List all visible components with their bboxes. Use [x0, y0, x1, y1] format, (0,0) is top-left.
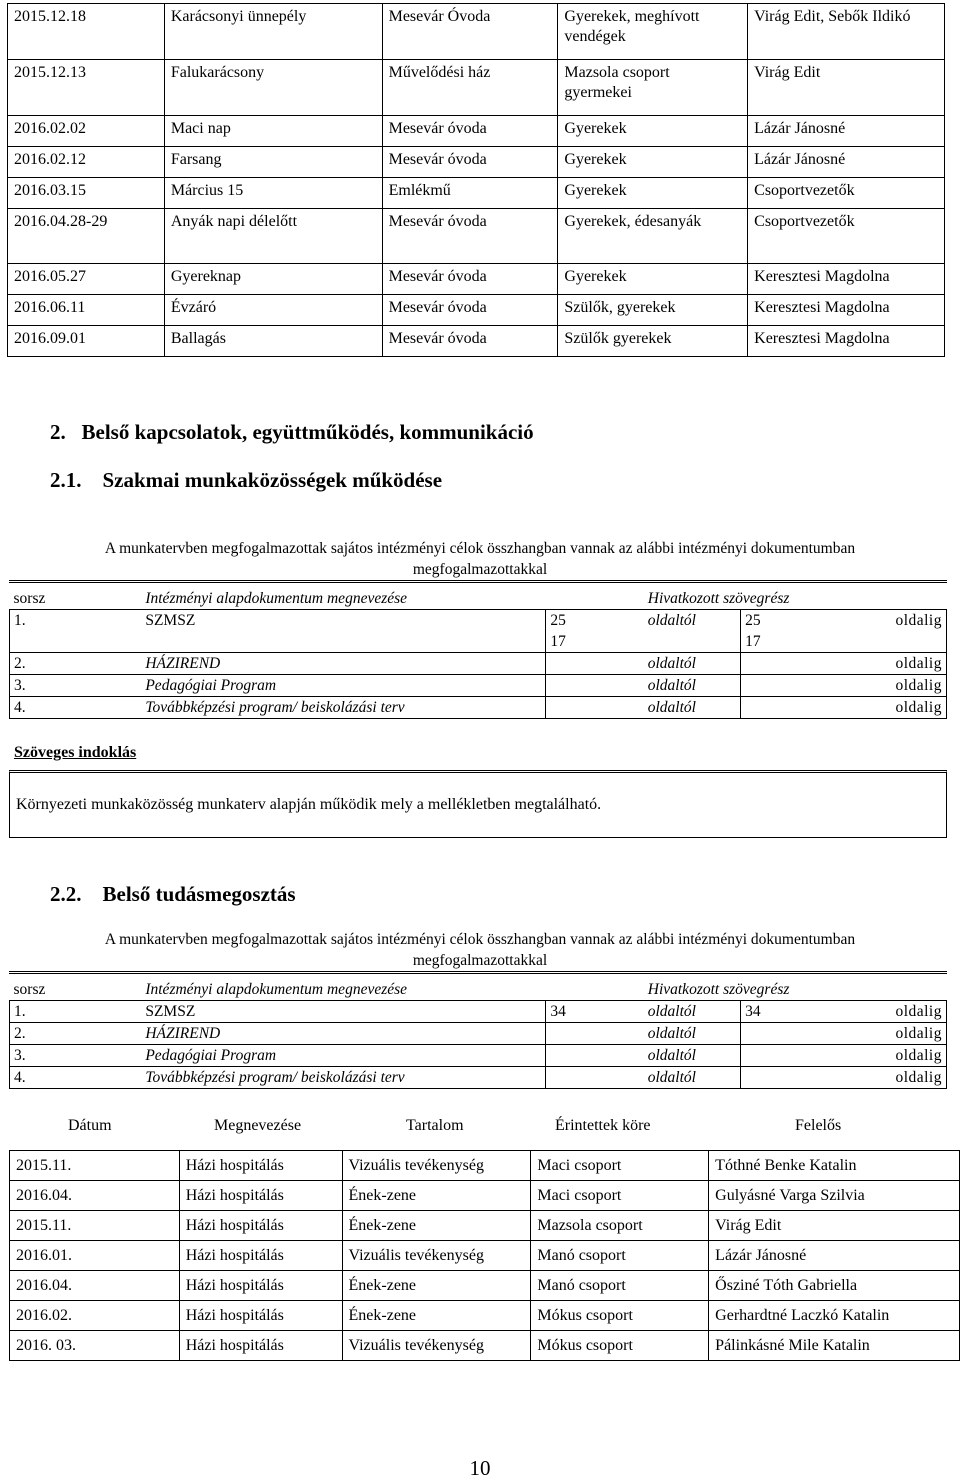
event-date: 2015.12.18	[8, 4, 165, 60]
label-oldaltol: oldaltól	[644, 1045, 741, 1067]
divider	[9, 971, 947, 974]
row-number: 4.	[10, 1067, 142, 1089]
table-row	[10, 697, 947, 719]
hosp-participants: Mazsola csoport	[531, 1211, 709, 1241]
hosp-name: Házi hospitálás	[179, 1241, 342, 1271]
col-header-reference: Hivatkozott szövegrész	[644, 979, 947, 1001]
label-oldalig: oldalig	[847, 1045, 947, 1067]
label-oldalig: oldalig	[847, 675, 947, 697]
hosp-name: Házi hospitálás	[179, 1211, 342, 1241]
event-date: 2016.05.27	[8, 264, 165, 295]
event-location: Mesevár óvoda	[382, 295, 558, 326]
hosp-responsible: Virág Edit	[709, 1211, 960, 1241]
event-location: Mesevár óvoda	[382, 147, 558, 178]
page-to-value: 25	[745, 612, 761, 629]
event-date: 2016.09.01	[8, 326, 165, 357]
table-row	[8, 326, 945, 357]
document-name: Továbbképzési program/ beiskolázási terv	[141, 1067, 546, 1089]
event-participants: Szülők gyerekek	[558, 326, 748, 357]
event-location: Mesevár óvoda	[382, 326, 558, 357]
reference-table-2	[9, 979, 947, 1089]
section-2-1-heading: 2.1. Szakmai munkaközösségek működése	[50, 468, 443, 492]
col-header-document: Intézményi alapdokumentum megnevezése	[141, 588, 546, 610]
page-to	[741, 610, 847, 653]
table-row	[8, 264, 945, 295]
event-responsible: Virág Edit	[748, 60, 945, 116]
event-participants: Gyerekek, meghívott vendégek	[558, 4, 748, 60]
table-row	[8, 60, 945, 116]
row-number: 2.	[10, 1023, 142, 1045]
hosp-content: Ének-zene	[342, 1181, 531, 1211]
hosp-name: Házi hospitálás	[179, 1151, 342, 1181]
label-oldaltol: oldaltól	[644, 1067, 741, 1089]
hosp-responsible: Pálinkásné Mile Katalin	[709, 1331, 960, 1361]
table-row	[10, 1241, 960, 1271]
event-participants: Gyerekek	[558, 178, 748, 209]
table-row	[10, 1023, 947, 1045]
event-responsible: Virág Edit, Sebők Ildikó	[748, 4, 945, 60]
hosp-content: Vizuális tevékenység	[342, 1241, 531, 1271]
event-name: Karácsonyi ünnepély	[164, 4, 382, 60]
table-row	[10, 1181, 960, 1211]
table-row	[10, 675, 947, 697]
spacer	[546, 588, 644, 610]
event-date: 2016.03.15	[8, 178, 165, 209]
hosp-date: 2015.11.	[10, 1211, 180, 1241]
event-location: Művelődési ház	[382, 60, 558, 116]
hosp-responsible: Gerhardtné Laczkó Katalin	[709, 1301, 960, 1331]
event-location: Mesevár óvoda	[382, 264, 558, 295]
label-oldaltol: oldaltól	[644, 1001, 741, 1023]
hosp-participants: Manó csoport	[531, 1241, 709, 1271]
event-name: Március 15	[164, 178, 382, 209]
justification-text: Környezeti munkaközösség munkaterv alapján működik mely a mellékletben megtalálható.	[16, 796, 602, 813]
col-header-reference: Hivatkozott szövegrész	[644, 588, 947, 610]
event-participants: Szülők, gyerekek	[558, 295, 748, 326]
table-row	[10, 1271, 960, 1301]
hosp-content: Ének-zene	[342, 1271, 531, 1301]
hosp-date: 2016.04.	[10, 1271, 180, 1301]
document-name: SZMSZ	[141, 610, 546, 653]
label-oldalig: oldalig	[847, 1001, 947, 1023]
page-from	[546, 1067, 644, 1089]
event-responsible: Lázár Jánosné	[748, 147, 945, 178]
label-oldaltol: oldaltól	[644, 653, 741, 675]
intro-text-1: A munkatervben megfogalmazottak sajátos intézményi célok összhangban vannak az alábbi intézményi dokumentumban megfogalmazottakkal	[104, 540, 856, 578]
label-oldalig: oldalig	[847, 1023, 947, 1045]
section-2-2-heading: 2.2. Belső tudásmegosztás	[50, 882, 296, 906]
event-name: Maci nap	[164, 116, 382, 147]
label-oldaltol: oldaltól	[644, 610, 741, 653]
document-name: Továbbképzési program/ beiskolázási terv	[141, 697, 546, 719]
event-location: Emlékmű	[382, 178, 558, 209]
table-row	[10, 1045, 947, 1067]
hosp-date: 2015.11.	[10, 1151, 180, 1181]
event-responsible: Csoportvezetők	[748, 178, 945, 209]
table-row	[8, 147, 945, 178]
event-responsible: Csoportvezetők	[748, 209, 945, 264]
event-participants: Gyerekek	[558, 116, 748, 147]
hosp-name: Házi hospitálás	[179, 1181, 342, 1211]
event-responsible: Keresztesi Magdolna	[748, 264, 945, 295]
page-from	[546, 653, 644, 675]
page-from: 34	[546, 1001, 644, 1023]
reference-table-1	[9, 588, 947, 719]
table-header-row	[10, 979, 947, 1001]
event-date: 2015.12.13	[8, 60, 165, 116]
col-header-name: Megnevezése	[214, 1117, 302, 1134]
page-to-value-2: 17	[745, 633, 761, 650]
table-row	[10, 1211, 960, 1241]
page-to	[741, 1045, 847, 1067]
row-number: 1.	[10, 1001, 142, 1023]
page-to	[741, 1067, 847, 1089]
document-name: SZMSZ	[141, 1001, 546, 1023]
hosp-date: 2016. 03.	[10, 1331, 180, 1361]
col-header-sorsz: sorsz	[10, 979, 142, 1001]
row-number: 2.	[10, 653, 142, 675]
divider	[9, 580, 947, 583]
table-row	[10, 1001, 947, 1023]
page-to	[741, 697, 847, 719]
justification-label: Szöveges indoklás	[14, 744, 137, 761]
event-name: Évzáró	[164, 295, 382, 326]
page-number: 10	[469, 1456, 491, 1480]
hosp-date: 2016.04.	[10, 1181, 180, 1211]
hosp-responsible: Tóthné Benke Katalin	[709, 1151, 960, 1181]
event-responsible: Keresztesi Magdolna	[748, 295, 945, 326]
page-from	[546, 675, 644, 697]
hosp-participants: Mókus csoport	[531, 1301, 709, 1331]
page-to	[741, 653, 847, 675]
label-oldalig: oldalig	[847, 653, 947, 675]
event-participants: Gyerekek, édesanyák	[558, 209, 748, 264]
label-oldalig: oldalig	[847, 1067, 947, 1089]
table-row	[10, 1301, 960, 1331]
table-row	[10, 610, 947, 653]
row-number: 3.	[10, 1045, 142, 1067]
hosp-responsible: Lázár Jánosné	[709, 1241, 960, 1271]
hosp-responsible: Ősziné Tóth Gabriella	[709, 1271, 960, 1301]
section-2-heading: 2. Belső kapcsolatok, együttműködés, kommunikáció	[50, 420, 534, 444]
hosp-name: Házi hospitálás	[179, 1331, 342, 1361]
table-row	[8, 209, 945, 264]
page-to: 34	[741, 1001, 847, 1023]
document-name: HÁZIREND	[141, 653, 546, 675]
event-name: Falukarácsony	[164, 60, 382, 116]
hosp-participants: Maci csoport	[531, 1151, 709, 1181]
hosp-name: Házi hospitálás	[179, 1271, 342, 1301]
label-oldalig: oldalig	[847, 610, 947, 653]
hosp-participants: Mókus csoport	[531, 1331, 709, 1361]
hosp-responsible: Gulyásné Varga Szilvia	[709, 1181, 960, 1211]
page-to	[741, 675, 847, 697]
page-from	[546, 697, 644, 719]
row-number: 4.	[10, 697, 142, 719]
hosp-date: 2016.01.	[10, 1241, 180, 1271]
table-row	[10, 1331, 960, 1361]
page-from-value-2: 17	[550, 633, 566, 650]
col-header-content: Tartalom	[406, 1117, 464, 1134]
hosp-name: Házi hospitálás	[179, 1301, 342, 1331]
justification-box	[9, 770, 947, 838]
table-row	[8, 4, 945, 60]
hosp-date: 2016.02.	[10, 1301, 180, 1331]
row-number: 1.	[10, 610, 142, 653]
event-location: Mesevár óvoda	[382, 209, 558, 264]
table-row	[10, 1151, 960, 1181]
event-participants: Gyerekek	[558, 147, 748, 178]
page-from-value: 25	[550, 612, 566, 629]
table-header-row	[10, 588, 947, 610]
table-row	[8, 295, 945, 326]
hosp-content: Ének-zene	[342, 1301, 531, 1331]
event-date: 2016.02.12	[8, 147, 165, 178]
hosp-participants: Manó csoport	[531, 1271, 709, 1301]
document-name: HÁZIREND	[141, 1023, 546, 1045]
event-name: Farsang	[164, 147, 382, 178]
event-location: Mesevár óvoda	[382, 116, 558, 147]
spacer	[546, 979, 644, 1001]
event-participants: Gyerekek	[558, 264, 748, 295]
hosp-content: Vizuális tevékenység	[342, 1151, 531, 1181]
event-name: Ballagás	[164, 326, 382, 357]
col-header-responsible: Felelős	[795, 1117, 842, 1134]
document-name: Pedagógiai Program	[141, 675, 546, 697]
col-header-document: Intézményi alapdokumentum megnevezése	[141, 979, 546, 1001]
label-oldaltol: oldaltól	[644, 1023, 741, 1045]
label-oldaltol: oldaltól	[644, 675, 741, 697]
page-from	[546, 1023, 644, 1045]
events-table	[7, 3, 945, 357]
page-from	[546, 1045, 644, 1067]
page-to	[741, 1023, 847, 1045]
event-participants: Mazsola csoport gyermekei	[558, 60, 748, 116]
label-oldalig: oldalig	[847, 697, 947, 719]
intro-text-2: A munkatervben megfogalmazottak sajátos intézményi célok összhangban vannak az alábbi intézményi dokumentumban megfogalmazottakkal	[104, 931, 856, 969]
table-row	[10, 653, 947, 675]
col-header-participants: Érintettek köre	[555, 1117, 651, 1134]
event-location: Mesevár Óvoda	[382, 4, 558, 60]
event-date: 2016.02.02	[8, 116, 165, 147]
table-row	[10, 1067, 947, 1089]
event-date: 2016.04.28-29	[8, 209, 165, 264]
event-name: Gyereknap	[164, 264, 382, 295]
hosp-content: Vizuális tevékenység	[342, 1331, 531, 1361]
row-number: 3.	[10, 675, 142, 697]
event-name: Anyák napi délelőtt	[164, 209, 382, 264]
table-row	[8, 116, 945, 147]
col-header-sorsz: sorsz	[10, 588, 142, 610]
hosp-content: Ének-zene	[342, 1211, 531, 1241]
label-oldaltol: oldaltól	[644, 697, 741, 719]
document-name: Pedagógiai Program	[141, 1045, 546, 1067]
event-responsible: Lázár Jánosné	[748, 116, 945, 147]
event-date: 2016.06.11	[8, 295, 165, 326]
hosp-participants: Maci csoport	[531, 1181, 709, 1211]
col-header-date: Dátum	[68, 1117, 112, 1134]
event-responsible: Keresztesi Magdolna	[748, 326, 945, 357]
table-row	[8, 178, 945, 209]
hospitation-table	[9, 1150, 960, 1361]
page-from	[546, 610, 644, 653]
